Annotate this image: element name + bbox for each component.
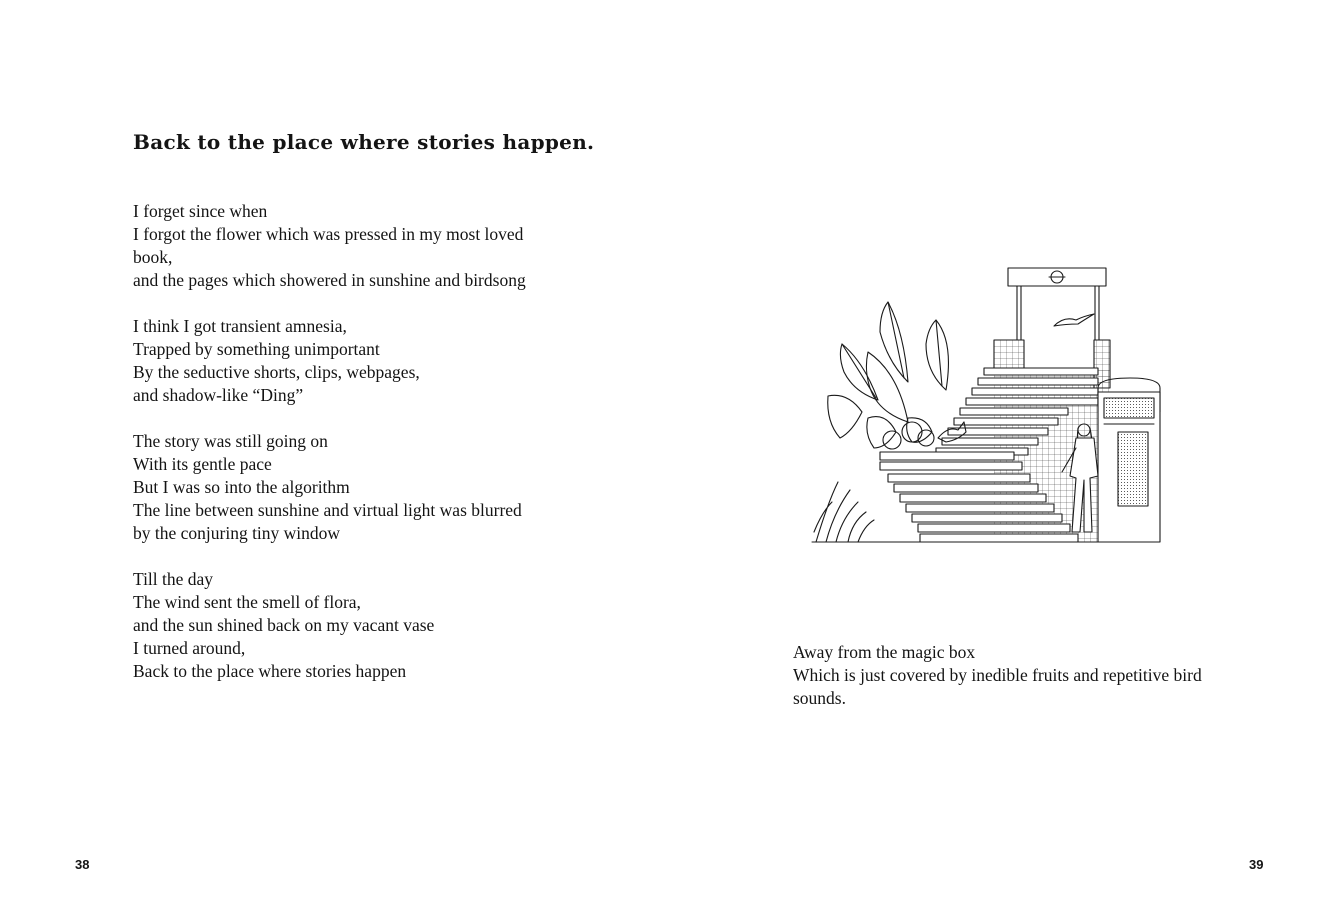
poem-line: But I was so into the algorithm: [133, 477, 350, 497]
poem-line: I forget since when: [133, 201, 268, 221]
poem-line: I forgot the flower which was pressed in my most loved book,: [133, 224, 524, 267]
poem-title: Back to the place where stories happen.: [133, 130, 595, 154]
stanza: [133, 568, 563, 683]
caption-line: Away from the magic box: [793, 642, 976, 662]
poem-line: Back to the place where stories happen: [133, 661, 407, 681]
poem-line: and the pages which showered in sunshine and birdsong: [133, 270, 526, 290]
poem-line: The wind sent the smell of flora,: [133, 592, 361, 612]
illustration-caption: [793, 641, 1213, 710]
poem-line: The line between sunshine and virtual light was blurred: [133, 500, 522, 520]
poem-line: and shadow-like “Ding”: [133, 385, 304, 405]
poem-line: By the seductive shorts, clips, webpages,: [133, 362, 420, 382]
poem-line: I turned around,: [133, 638, 246, 658]
page-number: 39: [1249, 857, 1264, 872]
caption-line: Which is just covered by inedible fruits and repetitive bird sounds.: [793, 665, 1202, 708]
left-page: [0, 0, 670, 910]
stanza: [133, 315, 563, 407]
poem-line: The story was still going on: [133, 431, 328, 451]
poem-line: With its gentle pace: [133, 454, 272, 474]
poem-body: [133, 200, 563, 706]
stanza: [133, 430, 563, 545]
staircase-garden-illustration-icon: [808, 262, 1164, 552]
right-page: [670, 0, 1341, 910]
stanza: [133, 200, 563, 292]
poem-line: Till the day: [133, 569, 214, 589]
poem-line: Trapped by something unimportant: [133, 339, 380, 359]
poem-line: I think I got transient amnesia,: [133, 316, 347, 336]
poem-line: by the conjuring tiny window: [133, 523, 341, 543]
page-number: 38: [75, 857, 90, 872]
poem-line: and the sun shined back on my vacant vase: [133, 615, 435, 635]
